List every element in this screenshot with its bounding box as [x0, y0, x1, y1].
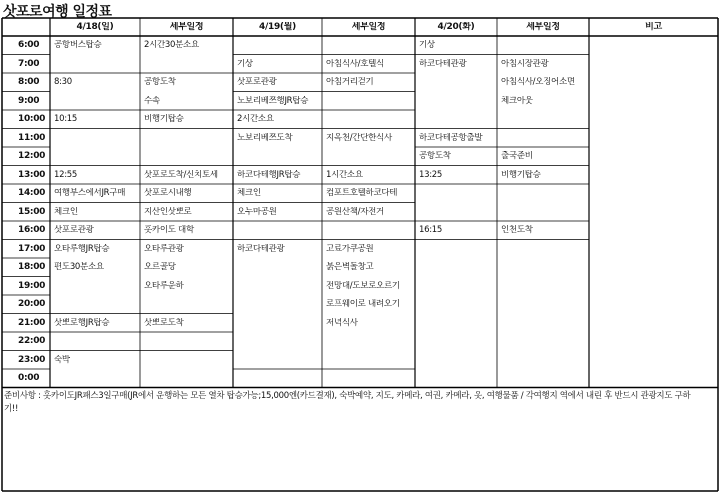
time-label: 14:00 [18, 188, 46, 198]
schedule-entry: 12:55 [54, 169, 77, 180]
schedule-entry: 로프웨이로 내려오기 [326, 299, 400, 309]
time-label: 16:00 [18, 225, 46, 235]
column-header: 4/20(화) [437, 22, 475, 32]
time-label: 18:00 [18, 262, 46, 272]
time-label: 22:00 [18, 336, 46, 346]
schedule-entry: 삿포로관광 [54, 225, 94, 235]
time-label: 10:00 [18, 114, 46, 124]
schedule-entry: 공원산책/자전거 [326, 206, 384, 217]
time-label: 11:00 [18, 132, 46, 143]
schedule-entry: 8:30 [54, 77, 72, 87]
schedule-entry: 기상 [237, 58, 253, 69]
schedule-entry: 지산인삿뽀로 [144, 206, 192, 217]
schedule-entry: 삿뽀로도착 [144, 317, 184, 328]
schedule-entry: 아침시장관광 [501, 58, 549, 69]
schedule-entry: 오타루운하 [144, 280, 184, 291]
schedule-entry: 10:15 [54, 114, 77, 124]
schedule-entry: 1시간소요 [326, 169, 363, 180]
column-header: 4/19(월) [259, 22, 296, 32]
time-label: 20:00 [18, 299, 46, 309]
schedule-entry: 편도30분소요 [54, 262, 104, 272]
time-label: 7:00 [18, 58, 40, 69]
column-header: 비고 [645, 22, 662, 32]
schedule-entry: 홋카이도 대학 [144, 225, 194, 235]
schedule-entry: 13:25 [419, 169, 442, 180]
schedule-entry: 저녁식사 [326, 317, 358, 328]
schedule-entry: 공항도착 [419, 151, 451, 161]
schedule-entry: 하코다테행JR탑승 [237, 169, 301, 180]
schedule-entry: 삿포로관광 [237, 77, 277, 87]
schedule-entry: 인천도착 [501, 225, 533, 235]
schedule-entry: 공항도착 [144, 77, 176, 87]
schedule-entry: 아침거리걷기 [326, 77, 374, 87]
schedule-entry: 기상 [419, 40, 435, 50]
schedule-entry: 삿포로시내행 [144, 188, 192, 198]
schedule-entry: 지옥천/간단한식사 [326, 132, 392, 143]
schedule-entry: 여행부스에서JR구매 [54, 188, 126, 198]
time-label: 12:00 [18, 151, 46, 161]
column-header: 세부일정 [526, 22, 560, 32]
schedule-entry: 체크인 [237, 188, 261, 198]
column-header: 세부일정 [351, 22, 386, 32]
schedule-entry: 하코다테공항출발 [419, 132, 483, 143]
schedule-entry: 오타루관광 [144, 243, 184, 254]
schedule-entry: 삿뽀로행JR탑승 [54, 317, 110, 328]
time-label: 21:00 [18, 317, 46, 328]
schedule-entry: 노보리베쯔행JR탑승 [237, 95, 309, 106]
time-label: 0:00 [18, 373, 40, 383]
time-label: 13:00 [18, 169, 46, 180]
schedule-entry: 공항버스탑승 [54, 40, 102, 50]
schedule-entry: 하코다테관광 [419, 58, 467, 69]
schedule-entry: 고료가쿠공원 [326, 243, 374, 254]
schedule-entry: 체크인 [54, 206, 78, 217]
time-label: 23:00 [18, 354, 46, 365]
time-label: 6:00 [18, 40, 40, 50]
schedule-entry: 전망대/도보로오르기 [326, 280, 400, 291]
schedule-entry: 아침식사/호텔식 [326, 58, 384, 69]
schedule-entry: 출국준비 [501, 151, 533, 161]
time-label: 19:00 [18, 280, 46, 291]
time-label: 17:00 [18, 243, 46, 254]
schedule-entry: 체크아웃 [501, 95, 533, 106]
schedule-entry: 오타루행JR탑승 [54, 243, 110, 254]
time-label: 8:00 [18, 77, 40, 87]
time-label: 9:00 [18, 95, 40, 106]
schedule-entry: 하코다테관광 [237, 243, 285, 254]
schedule-entry: 비행기탑승 [144, 114, 184, 124]
column-header: 4/18(일) [76, 22, 114, 32]
schedule-entry: 컴포트호텔하코다테 [326, 188, 398, 198]
schedule-entry: 2시간소요 [237, 114, 274, 124]
schedule-entry: 오르골당 [144, 262, 176, 272]
schedule-entry: 숙박 [54, 354, 70, 365]
schedule-entry: 비행기탑승 [501, 169, 541, 180]
schedule-entry: 노보리베쯔도착 [237, 132, 293, 143]
schedule-entry: 붉은벽돌창고 [326, 262, 374, 272]
schedule-entry: 아침식사/오징어소면 [501, 77, 575, 87]
schedule-entry: 수속 [144, 95, 160, 106]
schedule-entry: 2시간30분소요 [144, 40, 199, 50]
schedule-entry: 16:15 [419, 225, 442, 235]
schedule-entry: 오누마공원 [237, 206, 277, 217]
page-title: 삿포로여행 일정표 [3, 4, 112, 20]
time-label: 15:00 [18, 206, 46, 217]
column-header: 세부일정 [169, 22, 204, 32]
schedule-entry: 삿포로도착/신치토세 [144, 169, 218, 180]
preparation-notes: 준비사항 : 홋카이도JR패스3일구매(JR에서 운행하는 모든 열차 탑승가능;15,000엔(카드결재), 숙박예약, 지도, 카메라, 여권, 카메라, 옷, 여행물품 / 각여행지 역에서 내린 후 반드시 관광지도 구하기!! [4, 391, 691, 414]
